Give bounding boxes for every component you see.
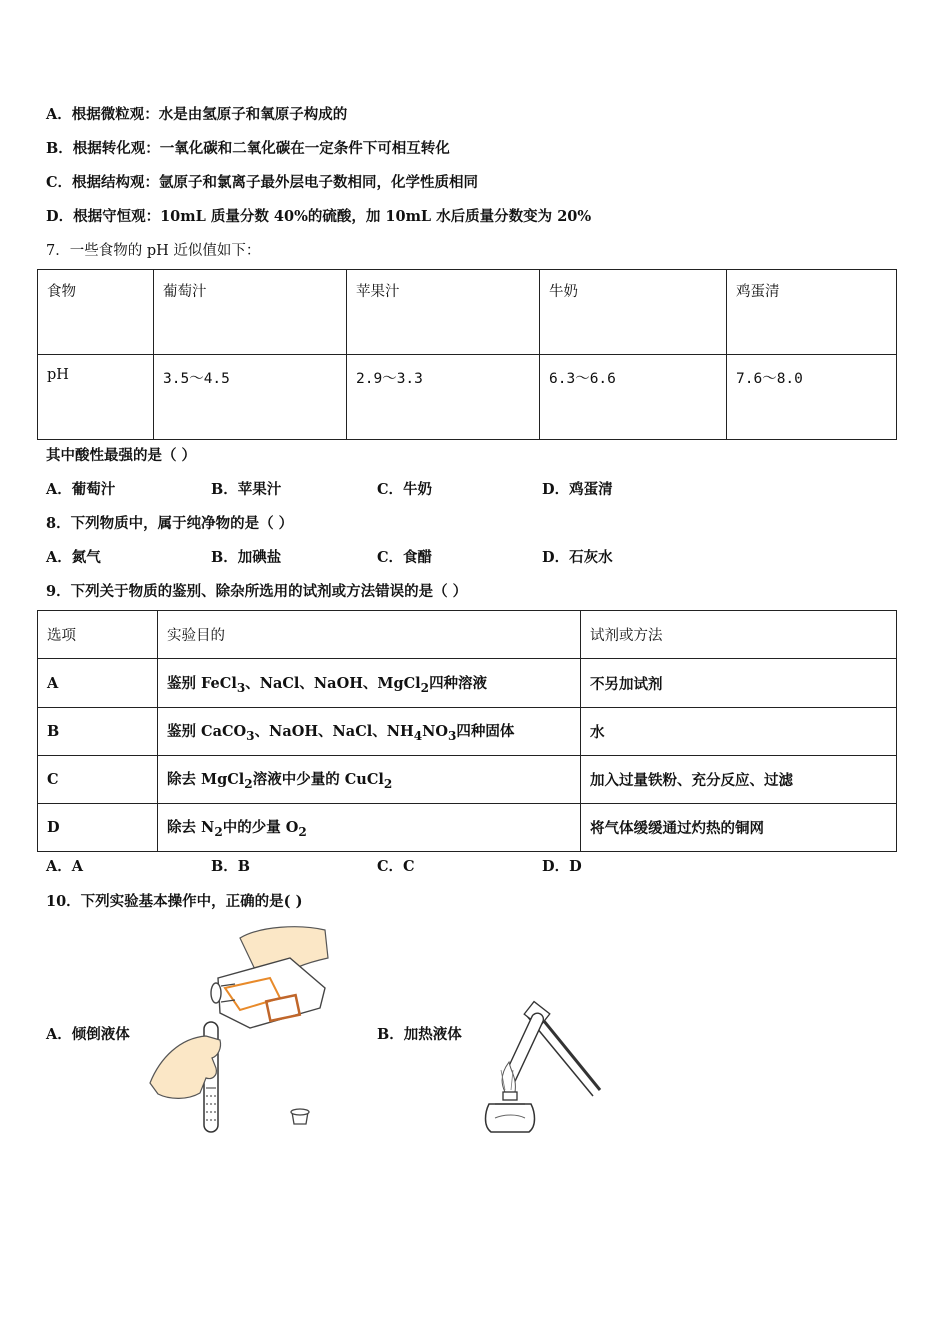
- table-header-cell: 实验目的: [158, 611, 581, 659]
- q7-option-b: B．苹果汁: [211, 481, 282, 498]
- q8-options: [46, 546, 906, 566]
- q9-option-b: B．B: [211, 858, 251, 875]
- q8-option-a: A．氮气: [46, 549, 101, 566]
- table-cell: 食物: [38, 270, 154, 355]
- table-cell: 7.6～8.0: [727, 355, 897, 440]
- table-row: [38, 756, 897, 804]
- q6-option-d: D．根据守恒观：10mL 质量分数 40%的硫酸，加 10mL 水后质量分数变为 20%: [46, 208, 592, 225]
- table-row: [38, 708, 897, 756]
- q8-option-c: C．食醋: [377, 549, 433, 566]
- q9-option-c: C．C: [377, 858, 415, 875]
- q9-option-a: A．A: [46, 858, 84, 875]
- table-cell: pH: [38, 355, 154, 440]
- table-cell: D: [38, 804, 158, 852]
- table-header-cell: 选项: [38, 611, 158, 659]
- q7-stem: 7．一些食物的 pH 近似值如下：: [46, 243, 261, 259]
- table-cell: 2.9～3.3: [347, 355, 540, 440]
- table-cell: 除去 $N_2$中的少量 $O_2$: [158, 804, 581, 852]
- table-cell: 鉴别 FeCl$_3$、NaCl、NaOH、MgCl$_2$四种溶液: [158, 659, 581, 708]
- q6-option-c: C．根据结构观：氩原子和氯离子最外层电子数相同，化学性质相同: [46, 174, 479, 191]
- q7-ph-table: [37, 269, 897, 440]
- table-row: [38, 804, 897, 852]
- pouring-liquid-illustration: [140, 918, 340, 1146]
- table-cell: 牛奶: [540, 270, 727, 355]
- q6-option-a: A．根据微粒观：水是由氢原子和氧原子构成的: [46, 106, 348, 123]
- table-cell: B: [38, 708, 158, 756]
- table-cell: 鸡蛋清: [727, 270, 897, 355]
- table-cell: 加入过量铁粉、充分反应、过滤: [581, 756, 897, 804]
- table-header-cell: 试剂或方法: [581, 611, 897, 659]
- table-cell: 不另加试剂: [581, 659, 897, 708]
- q7-option-c: C．牛奶: [377, 481, 433, 498]
- table-cell: 除去 MgCl$_2$溶液中少量的 CuCl$_2$: [158, 756, 581, 804]
- table-cell: 6.3～6.6: [540, 355, 727, 440]
- q10-option-a-label: A．倾倒液体: [46, 1026, 130, 1043]
- q7-sub-question: 其中酸性最强的是（ ）: [46, 447, 197, 464]
- q9-options: [46, 855, 906, 875]
- q8-stem: 8．下列物质中，属于纯净物的是（ ）: [46, 515, 294, 532]
- table-cell: A: [38, 659, 158, 708]
- q9-stem: 9．下列关于物质的鉴别、除杂所选用的试剂或方法错误的是（ ）: [46, 583, 468, 600]
- table-cell: 3.5～4.5: [154, 355, 347, 440]
- q8-option-d: D．石灰水: [542, 549, 613, 566]
- q6-option-b: B．根据转化观：一氧化碳和二氧化碳在一定条件下可相互转化: [46, 140, 450, 157]
- table-cell: 苹果汁: [347, 270, 540, 355]
- table-cell: C: [38, 756, 158, 804]
- table-cell: 鉴别 CaCO$_3$、NaOH、NaCl、$NH_4NO_3$四种固体: [158, 708, 581, 756]
- q9-option-d: D．D: [542, 858, 582, 875]
- q7-option-a: A．葡萄汁: [46, 481, 116, 498]
- table-cell: 葡萄汁: [154, 270, 347, 355]
- q8-option-b: B．加碘盐: [211, 549, 282, 566]
- table-cell: 将气体缓缓通过灼热的铜网: [581, 804, 897, 852]
- table-row: [38, 659, 897, 708]
- heating-liquid-illustration: [465, 1000, 615, 1140]
- q10-option-b-label: B．加热液体: [377, 1026, 462, 1043]
- q7-options: [46, 478, 906, 498]
- q7-option-d: D．鸡蛋清: [542, 481, 613, 498]
- q9-table: [37, 610, 897, 852]
- q10-stem: 10．下列实验基本操作中，正确的是( ): [46, 893, 303, 910]
- table-cell: 水: [581, 708, 897, 756]
